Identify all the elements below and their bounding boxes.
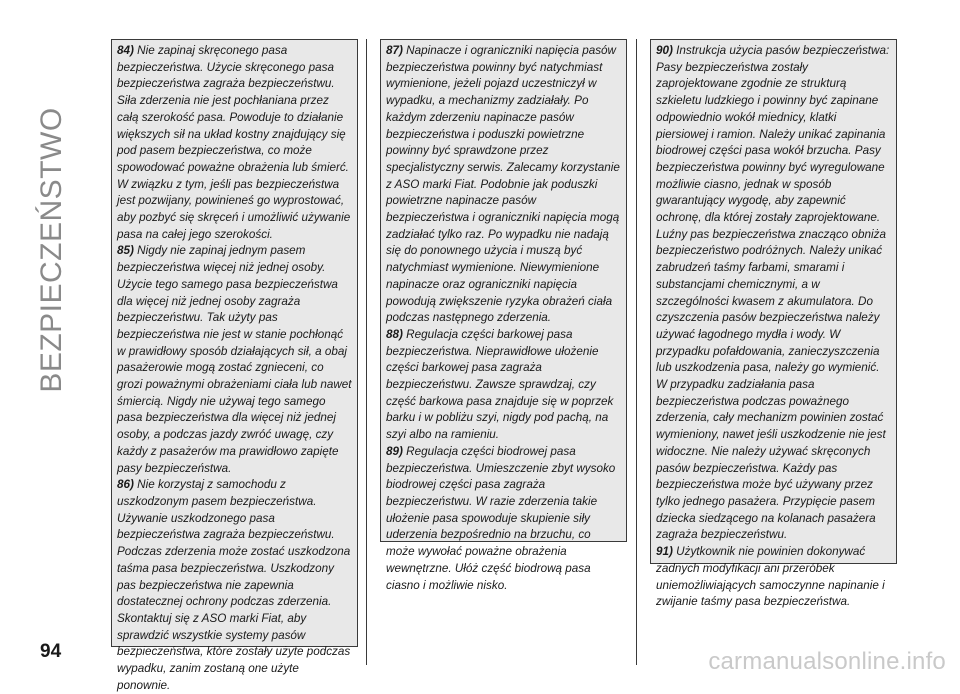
note-text: Regulacja części biodrowej pasa bezpieczeństwa. Umieszczenie zbyt wysoko biodrowej części pasa zagraża bezpieczeństwu. W razie zderzenia takie ułożenie pasa spowoduje skupienie siły uderzenia bezpośrednio na brzuchu, co może wywołać poważne obrażenia wewnętrzne. Ułóż część biodrową pasa ciasno i możliwie nisko. xyxy=(386,444,616,592)
note-text: Instrukcja użycia pasów bezpieczeństwa: Pasy bezpieczeństwa zostały zaprojektowane zgodnie ze strukturą szkieletu ludzkiego i powinny być zapinane odpowiednio wokół miednicy, klatki piersiowej i ramion. Należy unikać zapinania biodrowej części pasa wokół brzucha. Pasy bezpieczeństwa powinny być wyregulowane możliwie ciasno, jednak w sposób gwarantujący wygodę, aby zapewnić ochronę, dla której zostały zaprojektowane. Luźny pas bezpieczeństwa znacząco obniża bezpieczeństwo podróżnych. Należy unikać zabrudzeń taśmy farbami, smarami i substancjami chemicznymi, a w szczególności kwasem z akumulatora. Do czyszczenia pasów bezpieczeństwa należy używać łagodnego mydła i wody. W przypadku pofałdowania, zanieczyszczenia lub uszkodzenia pasa, należy go wymienić. W przypadku zadziałania pasa bezpieczeństwa podczas poważnego zderzenia, cały mechanizm powinien zostać wymieniony, nawet jeśli uszkodzenie nie jest widoczne. Nie należy używać skręconych pasów bezpieczeństwa. Każdy pas bezpieczeństwa może być używany przez tylko jednego pasażera. Przypięcie pasem dziecka siedzącego na kolanach pasażera zagraża bezpieczeństwu. xyxy=(656,44,890,542)
column-divider xyxy=(366,39,367,665)
note-number: 85) xyxy=(117,244,134,258)
note-text: Nie korzystaj z samochodu z uszkodzonym pasem bezpieczeństwa. Używanie uszkodzonego pasa bezpieczeństwa zagraża bezpieczeństwu. Podczas zderzenia może zostać uszkodzona taśma pasa bezpieczeństwa. Uszkodzony pas bezpieczeństwa nie zapewnia dostatecznej ochrony podczas zderzenia. Skontaktuj się z ASO marki Fiat, aby sprawdzić wszystkie systemy pasów bezpieczeństwa, które zostały użyte podczas wypadku, zanim zostaną one użyte ponownie. xyxy=(117,478,351,692)
warning-column-3 xyxy=(650,39,897,609)
warning-column-1 xyxy=(111,39,358,692)
note-number: 90) xyxy=(656,44,673,57)
section-title: BEZPIECZEŃSTWO xyxy=(35,107,68,393)
page-number: 94 xyxy=(40,641,62,662)
warning-note-89 xyxy=(386,444,621,594)
note-number: 89) xyxy=(386,444,403,458)
warning-note-88 xyxy=(386,327,621,444)
warning-note-91 xyxy=(656,544,891,611)
watermark: carmanualsonline.info xyxy=(708,648,946,675)
note-number: 86) xyxy=(117,478,134,492)
note-number: 88) xyxy=(386,327,403,341)
warning-note-87 xyxy=(386,43,621,327)
warning-note-85 xyxy=(117,243,352,477)
column-divider xyxy=(636,39,637,665)
note-number: 84) xyxy=(117,44,134,57)
note-number: 91) xyxy=(656,545,673,559)
note-text: Użytkownik nie powinien dokonywać żadnych modyfikacji ani przeróbek uniemożliwiających samoczynne napinanie i zwijanie taśmy pasa bezpieczeństwa. xyxy=(656,545,885,609)
warning-note-90 xyxy=(656,43,891,544)
note-text: Nigdy nie zapinaj jednym pasem bezpieczeństwa więcej niż jednej osoby. Użycie tego samego pasa bezpieczeństwa dla więcej niż jednej osoby zagraża bezpieczeństwu. Tak użyty pas bezpieczeństwa nie jest w stanie pochłonąć w prawidłowy sposób działających sił, a obaj pasażerowie mogą zostać zgnieceni, co grozi poważnymi obrażeniami ciała lub nawet śmiercią. Nigdy nie używaj tego samego pasa bezpieczeństwa dla więcej niż jednej osoby, a podczas jazdy zwróć uwagę, czy każdy z pasażerów ma prawidłowo zapięte pasy bezpieczeństwa. xyxy=(117,244,352,475)
note-number: 87) xyxy=(386,44,403,57)
warning-note-84 xyxy=(117,43,352,243)
warning-column-2 xyxy=(380,39,627,592)
warning-note-86 xyxy=(117,477,352,694)
note-text: Regulacja części barkowej pasa bezpieczeństwa. Nieprawidłowe ułożenie części barkowej pasa zagraża bezpieczeństwu. Zawsze sprawdzaj, czy część barkowa pasa znajduje się w poprzek barku i w pobliżu szyi, nigdy pod pachą, na szyi albo na ramieniu. xyxy=(386,327,614,442)
note-text: Napinacze i ograniczniki napięcia pasów bezpieczeństwa powinny być natychmiast wymienione, jeżeli pojazd uczestniczył w wypadku, a mechanizmy zadziałały. Po każdym zderzeniu napinacze pasów bezpieczeństwa i poduszki powietrzne powinny być sprawdzone przez specjalistyczny serwis. Zalecamy korzystanie z ASO marki Fiat. Podobnie jak poduszki powietrzne napinacze pasów bezpieczeństwa i ograniczniki napięcia mogą zadziałać tylko raz. Po wypadku nie nadają się do ponownego użycia i muszą być natychmiast wymienione. Niewymienione napinacze oraz ograniczniki napięcia powodują zwiększenie ryzyka obrażeń ciała podczas następnego zderzenia. xyxy=(386,44,620,325)
note-text: Nie zapinaj skręconego pasa bezpieczeństwa. Użycie skręconego pasa bezpieczeństwa zagraża bezpieczeństwu. Siła zderzenia nie jest pochłaniana przez całą szerokość pasa. Powoduje to działanie większych sił na układ kostny znajdujący się pod pasem bezpieczeństwa, co może spowodować poważne obrażenia lub śmierć. W związku z tym, jeśli pas bezpieczeństwa jest pozwijany, powinieneś go wyprostować, aby pozbyć się skręceń i umożliwić używanie pasa na całej jego szerokości. xyxy=(117,44,351,241)
